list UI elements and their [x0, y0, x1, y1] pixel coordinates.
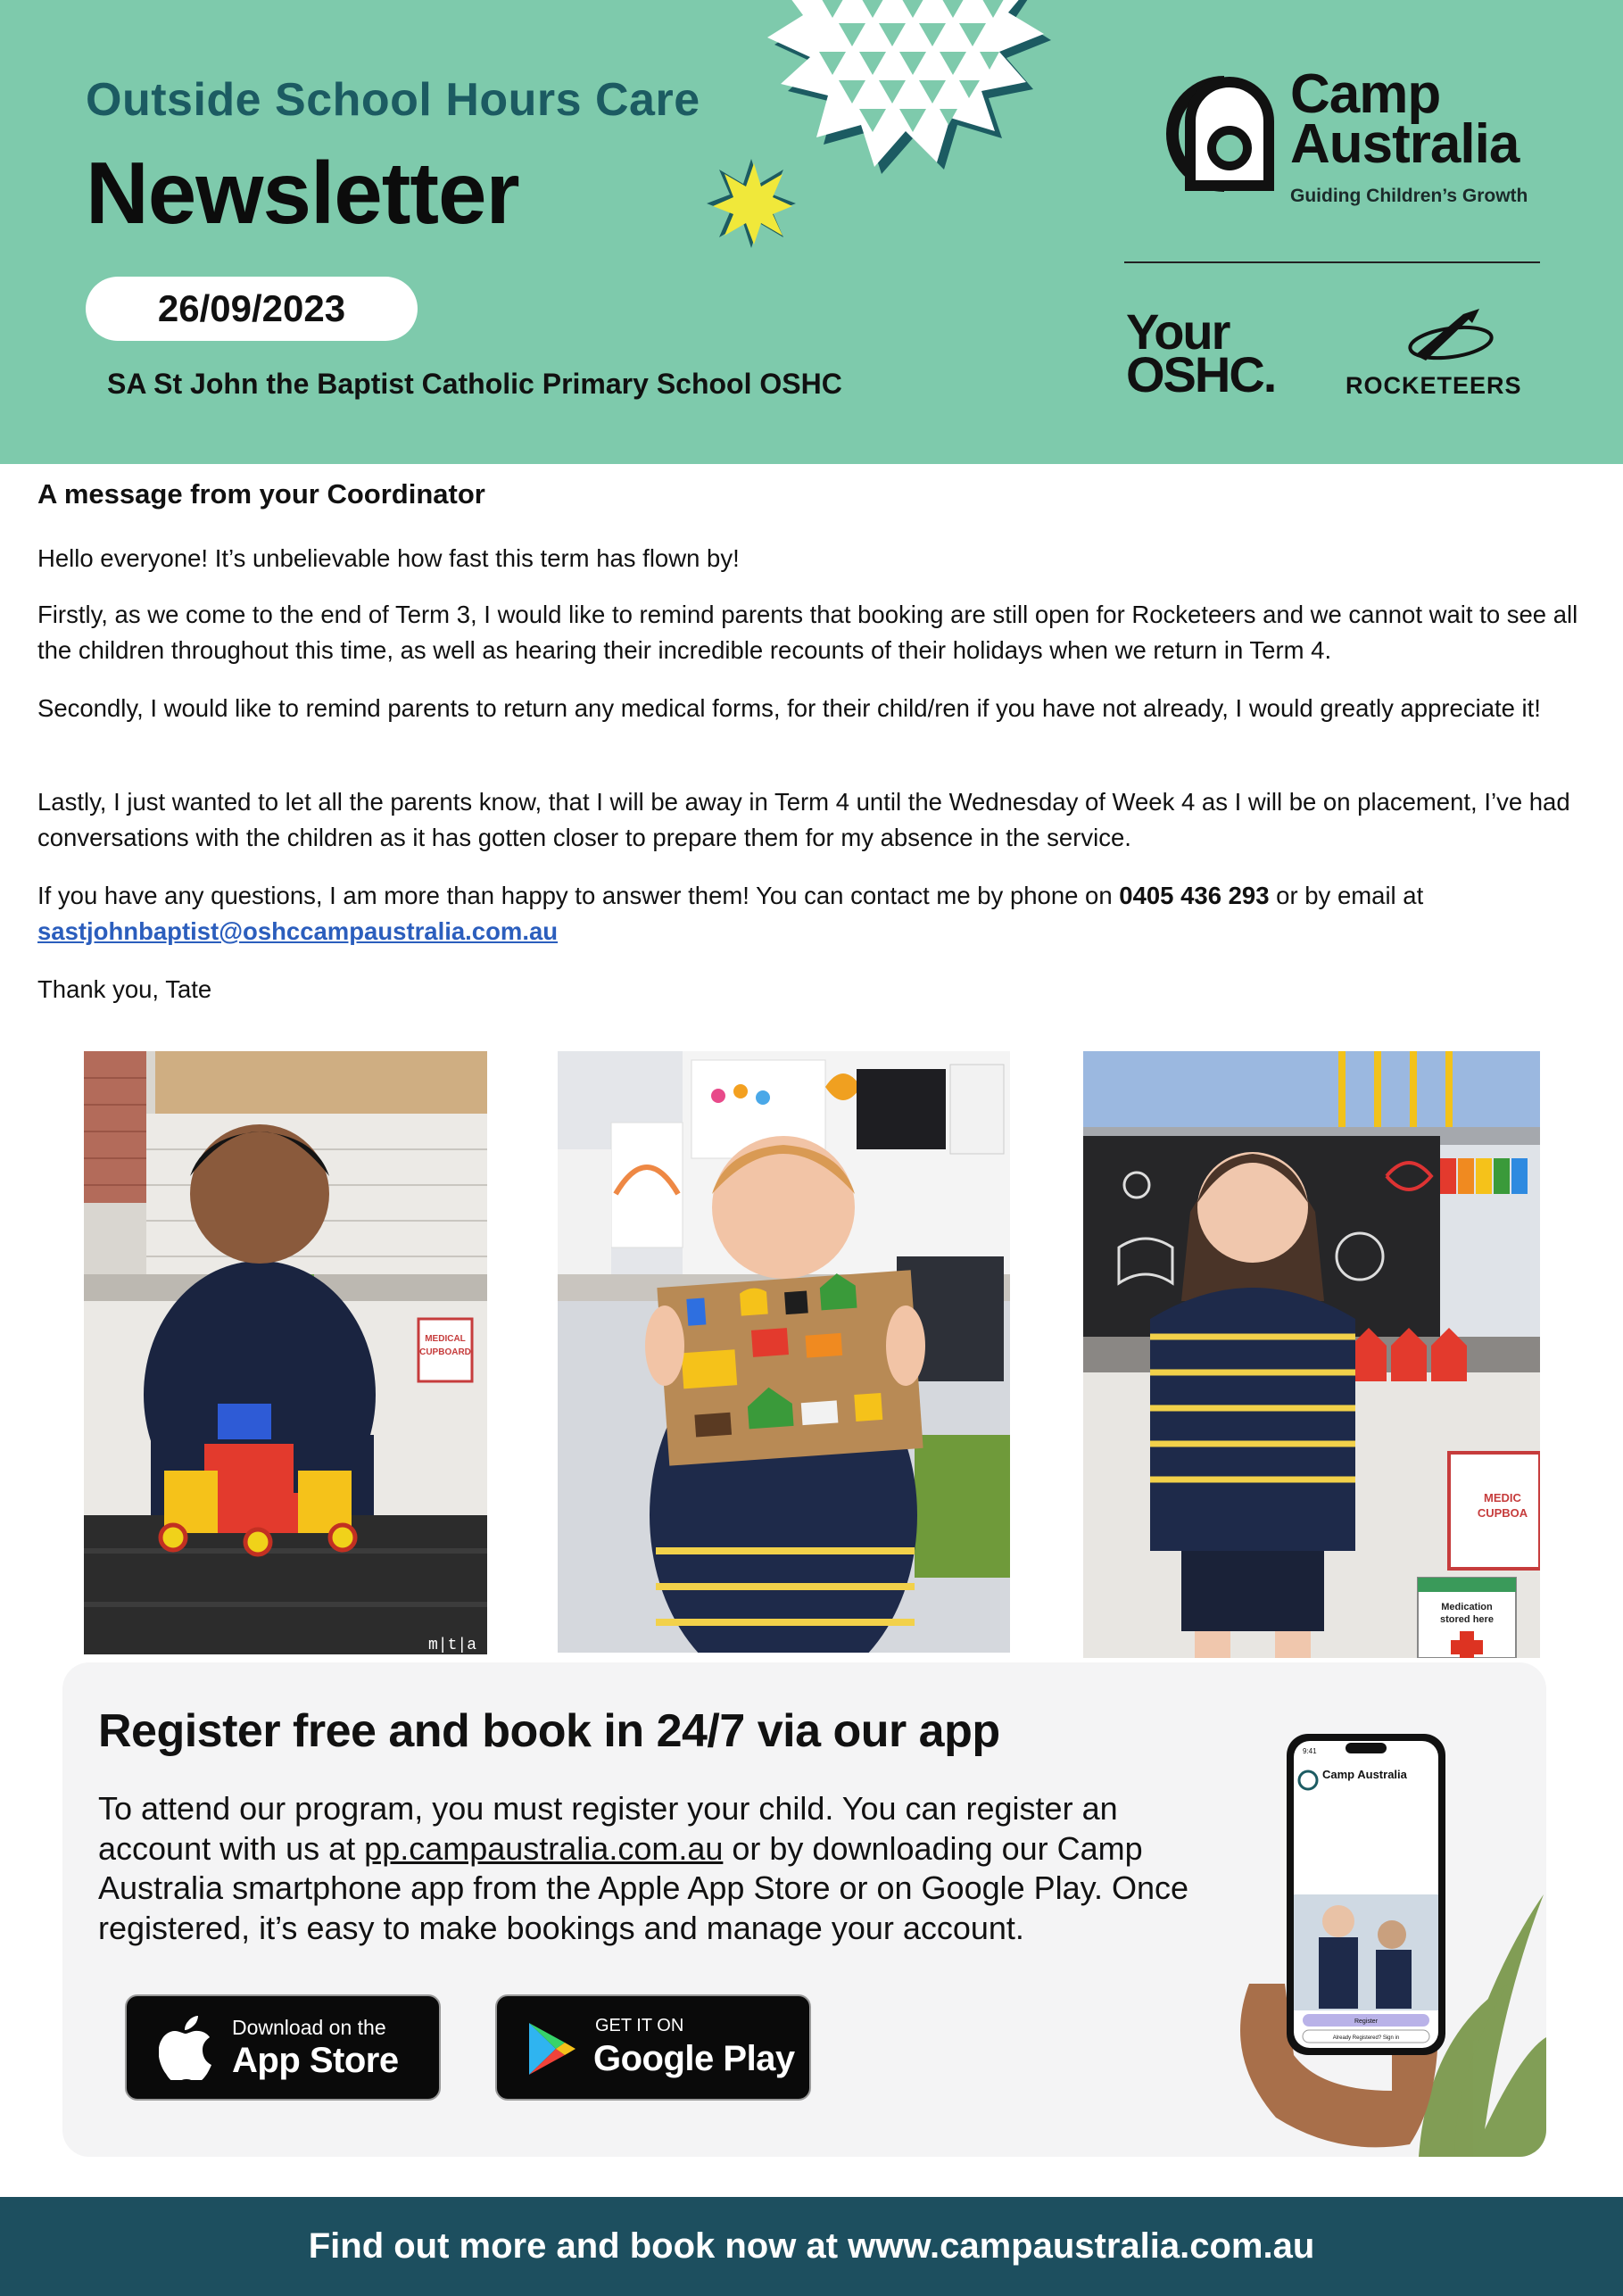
- google-play-caption: GET IT ON: [595, 2016, 684, 2035]
- medical-cupboard-sign: MEDIC: [1484, 1491, 1521, 1504]
- app-store-label: App Store: [232, 2041, 399, 2080]
- registration-portal-link[interactable]: pp.campaustralia.com.au: [364, 1829, 724, 1867]
- rocketeers-logo-text: ROCKETEERS: [1346, 372, 1522, 399]
- medical-cupboard-sign: MEDICAL: [425, 1334, 466, 1344]
- footer-cta-text: Find out more and book now at www.campaustralia.com.au: [308, 2226, 1315, 2266]
- message-signoff: Thank you, Tate: [37, 975, 212, 1003]
- google-play-label: Google Play: [593, 2039, 795, 2078]
- coordinator-email-link[interactable]: sastjohnbaptist@oshccampaustralia.com.au: [37, 917, 559, 945]
- app-panel-body: [98, 1789, 1205, 1948]
- your-oshc-logo: Your OSHC.: [1126, 303, 1276, 402]
- medical-cupboard-sign: CUPBOARD: [419, 1347, 471, 1357]
- app-body-text: or by downloading our Camp Australia smartphone app from the Apple App Store or on Google Play. Once registered, it’s easy to make bookings and manage your account.: [98, 1829, 1189, 1946]
- newsletter-title: Newsletter: [86, 144, 519, 242]
- rocket-icon: [1397, 309, 1495, 362]
- message-paragraph: Secondly, I would like to remind parents to return any medical forms, for their child/ren if you have not already, I would greatly appreciate it!: [37, 694, 1541, 722]
- medication-sign: stored here: [1440, 1614, 1494, 1625]
- medical-cupboard-sign: CUPBOA: [1477, 1506, 1528, 1520]
- message-paragraph: Hello everyone! It’s unbelievable how fast this term has flown by!: [37, 544, 740, 572]
- newsletter-subtitle: Outside School Hours Care: [86, 74, 700, 126]
- small-sun-decoration: [705, 157, 798, 250]
- google-play-button[interactable]: [495, 1994, 811, 2101]
- phone-register-button: Register: [1354, 2018, 1379, 2025]
- contact-text: or by email at: [1269, 882, 1424, 909]
- photo-child-with-pinboard: [558, 1051, 1010, 1653]
- watermark-text: m|t|a: [427, 1637, 476, 1654]
- apple-icon: [159, 2016, 212, 2080]
- brand-tagline: Guiding Children’s Growth: [1290, 186, 1528, 206]
- phone-app-brand: Camp Australia: [1322, 1768, 1407, 1781]
- contact-paragraph: [37, 878, 1590, 949]
- newsletter-header: [0, 0, 1623, 464]
- newsletter-date: 26/09/2023: [86, 277, 418, 341]
- medication-sign: Medication: [1441, 1602, 1493, 1612]
- app-body-text: To attend our program, you must register your child. You can register an account with us at: [98, 1790, 1118, 1867]
- app-store-caption: Download on the: [232, 2016, 386, 2039]
- photo-child-standing: [1083, 1051, 1540, 1658]
- message-paragraph: Lastly, I just wanted to let all the parents know, that I will be away in Term 4 until the Wednesday of Week 4 as I will be on placement, I’ve had conversations with the children as it has gotten closer to prepare them for my absence in the service.: [37, 788, 1570, 851]
- starburst-decoration: [766, 0, 1060, 178]
- app-panel-heading: Register free and book in 24/7 via our app: [98, 1705, 1000, 1757]
- app-store-button[interactable]: [125, 1994, 441, 2101]
- photo-child-with-construction-toy: [84, 1051, 487, 1654]
- coordinator-message-heading: A message from your Coordinator: [37, 478, 485, 510]
- coordinator-phone: 0405 436 293: [1119, 882, 1270, 909]
- message-paragraph: Firstly, as we come to the end of Term 3, I would like to remind parents that booking are still open for Rocketeers and we cannot wait to see all the children throughout this time, as well as hearing their incredible recounts of their holidays when we return in Term 4.: [37, 601, 1578, 664]
- phone-signin-link: Already Registered? Sign in: [1332, 2035, 1400, 2041]
- school-name: SA St John the Baptist Catholic Primary School OSHC: [107, 368, 842, 400]
- phone-status-time: 9:41: [1303, 1747, 1317, 1755]
- camp-australia-wordmark: Camp Australia: [1290, 63, 1519, 175]
- phone-in-hand-illustration: [1213, 1716, 1546, 2157]
- contact-text: If you have any questions, I am more than happy to answer them! You can contact me by phone on: [37, 882, 1120, 909]
- header-divider: [1124, 261, 1540, 263]
- google-play-icon: [527, 2021, 577, 2076]
